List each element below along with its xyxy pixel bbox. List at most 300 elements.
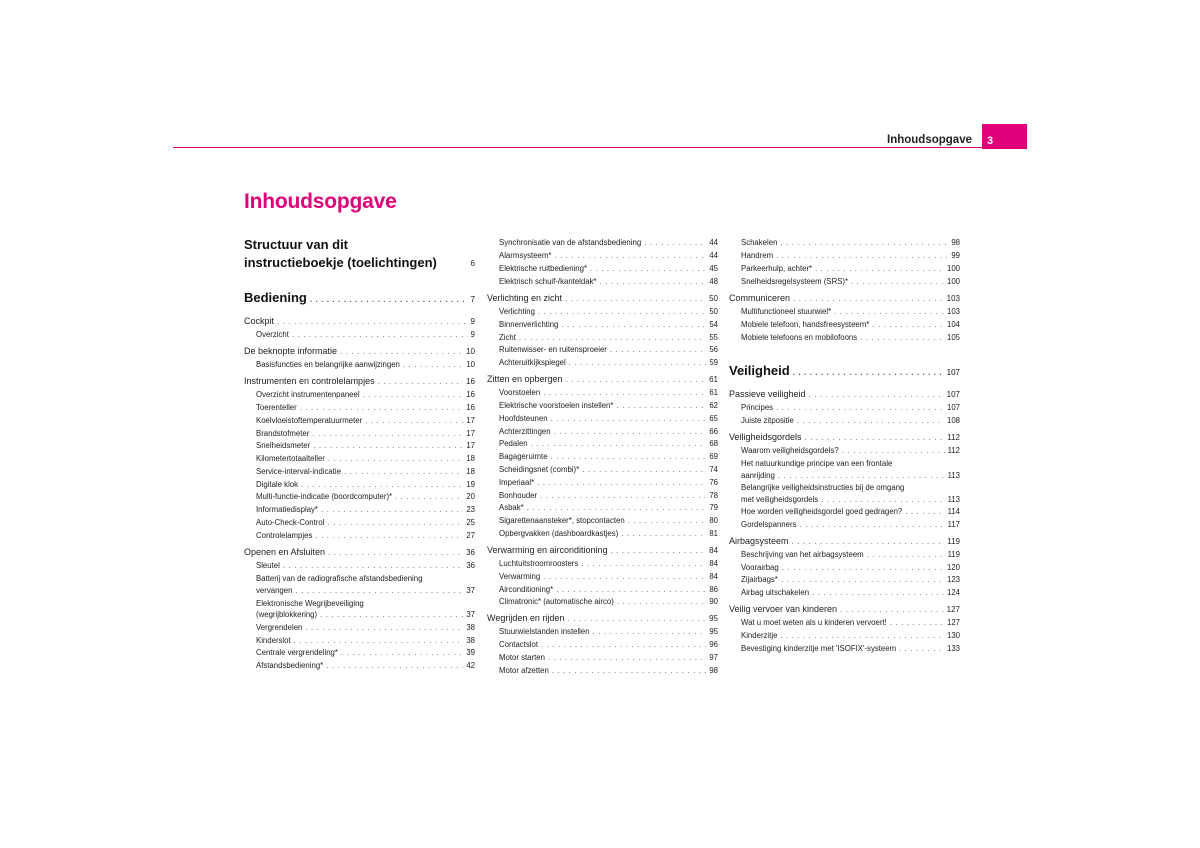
toc-title: Wegrijden en rijden [487, 613, 565, 623]
toc-page: 113 [947, 471, 960, 481]
toc-title: Verwarming en airconditioning [487, 545, 608, 555]
toc-subentry-hoe-worden[interactable] [741, 508, 960, 516]
toc-title: Bediening [244, 290, 307, 305]
toc-page: 16 [466, 403, 475, 413]
toc-subentry-belangrijke[interactable] [741, 496, 960, 504]
toc-page: 103 [946, 294, 960, 303]
toc-entry-cockpit[interactable] [244, 317, 475, 326]
toc-leader [778, 472, 945, 480]
toc-subentry-vergrendelen[interactable] [256, 624, 475, 632]
toc-title: Motor afzetten [499, 666, 549, 676]
toc-leader [581, 560, 706, 568]
toc-leader [780, 632, 944, 640]
toc-leader [312, 430, 463, 438]
toc-title: Schakelen [741, 238, 778, 248]
toc-entry-structuur-line1: Structuur van dit [244, 237, 349, 252]
toc-subentry-natuurkundige-line1: Het natuurkundige principe van een frontale [741, 459, 893, 468]
toc-page: 7 [470, 295, 475, 304]
toc-title: Zijairbags* [741, 575, 778, 585]
toc-subentry-principes[interactable] [741, 404, 960, 412]
toc-title: Auto-Check-Control [256, 518, 325, 528]
toc-title: Imperiaal* [499, 478, 535, 488]
toc-leader [552, 667, 706, 675]
toc-leader [899, 645, 944, 653]
toc-page: 69 [709, 452, 718, 462]
toc-title: Asbak* [499, 503, 524, 513]
toc-subentry-controlelampjes[interactable] [256, 532, 475, 540]
toc-subentry-zicht[interactable] [499, 334, 718, 342]
toc-subentry-sigarettenaansteker[interactable] [499, 517, 718, 525]
toc-leader [600, 278, 707, 286]
toc-leader [610, 346, 706, 354]
toc-leader [611, 547, 707, 555]
toc-page: 84 [709, 572, 718, 582]
toc-page: 124 [946, 588, 960, 598]
toc-title: Multifunctioneel stuurwiel* [741, 307, 832, 317]
toc-subentry-hoofdsteunen[interactable] [499, 415, 718, 423]
toc-subentry-voorairbag[interactable] [741, 564, 960, 572]
toc-title: Vergrendelen [256, 623, 303, 633]
toc-subentry-asbak[interactable] [499, 504, 718, 512]
toc-leader [851, 278, 944, 286]
toc-page: 9 [470, 330, 475, 340]
toc-subentry-schakelen[interactable] [741, 239, 960, 247]
toc-subentry-multi-functie[interactable] [256, 493, 475, 501]
toc-title: Achterzittingen [499, 427, 551, 437]
toc-page: 97 [709, 653, 718, 663]
toc-page: 112 [947, 446, 960, 456]
toc-leader [809, 391, 944, 399]
toc-leader [300, 404, 464, 412]
toc-subentry-parkeerhulp[interactable] [741, 265, 960, 273]
toc-page: 79 [709, 503, 718, 513]
toc-page: 120 [946, 563, 960, 573]
toc-page: 36 [466, 561, 475, 571]
toc-page: 100 [946, 277, 960, 287]
toc-page: 59 [709, 358, 718, 368]
toc-subentry-contactslot[interactable] [499, 641, 718, 649]
toc-leader [527, 504, 707, 512]
toc-page: 80 [709, 516, 718, 526]
toc-page: 96 [709, 640, 718, 650]
toc-subentry-koelvloeistof[interactable] [256, 417, 475, 425]
toc-subentry-gordelspanners[interactable] [741, 521, 960, 529]
toc-title: Snelheidsmeter [256, 441, 311, 451]
toc-subentry-juiste-zitpositie[interactable] [741, 417, 960, 425]
toc-entry-communiceren[interactable] [729, 294, 960, 303]
toc-subentry-service-interval[interactable] [256, 468, 475, 476]
toc-title: Gordelspanners [741, 520, 797, 530]
toc-title: Alarmsysteem* [499, 251, 552, 261]
toc-leader [566, 376, 707, 384]
toc-title: Stuurwielstanden instellen [499, 627, 590, 637]
toc-entry-instrumenten[interactable] [244, 377, 475, 386]
toc-page: 99 [951, 251, 960, 261]
toc-leader [616, 402, 706, 410]
toc-page: 16 [466, 390, 475, 400]
toc-leader [313, 442, 463, 450]
toc-subentry-overzicht[interactable] [256, 331, 475, 339]
toc-page: 133 [946, 644, 960, 654]
toc-subentry-sleutel[interactable] [256, 562, 475, 570]
toc-subentry-kinderzitje[interactable] [741, 632, 960, 640]
toc-subentry-brandstofmeter[interactable] [256, 430, 475, 438]
toc-page: 17 [466, 416, 475, 426]
toc-leader [905, 508, 944, 516]
toc-subentry-achteruitkijkspiegel[interactable] [499, 359, 718, 367]
toc-page: 54 [709, 320, 718, 330]
toc-subentry-ruitbediening[interactable] [499, 265, 718, 273]
toc-entry-zitten-opbergen[interactable] [487, 375, 718, 384]
toc-title: Airbagsysteem [729, 536, 789, 546]
toc-subentry-achterzittingen[interactable] [499, 428, 718, 436]
toc-page: 50 [709, 307, 718, 317]
toc-subentry-verwarming[interactable] [499, 573, 718, 581]
toc-leader [628, 517, 707, 525]
toc-title: Opbergvakken (dashboardkastjes) [499, 529, 619, 539]
toc-page: 76 [709, 478, 718, 488]
toc-title: Hoe worden veiligheidsgordel goed gedragen? [741, 507, 903, 517]
toc-leader [872, 321, 944, 329]
toc-page: 61 [709, 375, 718, 384]
toc-entry-passieve-veiligheid[interactable] [729, 390, 960, 399]
toc-leader [799, 521, 944, 529]
toc-page: 56 [709, 345, 718, 355]
toc-page: 66 [709, 427, 718, 437]
toc-subentry-centrale-vergrendeling[interactable] [256, 649, 475, 657]
toc-leader [805, 434, 945, 442]
toc-page: 23 [466, 505, 475, 515]
toc-title: Sigarettenaansteker*, stopcontacten [499, 516, 625, 526]
toc-subentry-mobiele-mobilofoons[interactable] [741, 334, 960, 342]
toc-title: Juiste zitpositie [741, 416, 794, 426]
toc-entry-openen-afsluiten[interactable] [244, 548, 475, 557]
toc-subentry-wegrijbeveiliging[interactable] [256, 611, 475, 619]
toc-title: Waarom veiligheidsgordels? [741, 446, 839, 456]
header-rule [173, 147, 983, 148]
toc-section-veiligheid[interactable] [729, 364, 960, 377]
toc-subentry-bagageruimte[interactable] [499, 453, 718, 461]
toc-title: Veiligheid [729, 363, 790, 378]
toc-page: 10 [466, 360, 475, 370]
toc-title: Centrale vergrendeling* [256, 648, 338, 658]
toc-page: 19 [466, 480, 475, 490]
toc-page: 130 [946, 631, 960, 641]
toc-page: 20 [466, 492, 475, 502]
toc-title: Elektrische voorstoelen instellen* [499, 401, 614, 411]
toc-title: Motor starten [499, 653, 545, 663]
toc-page: 84 [709, 546, 718, 555]
toc-leader [538, 308, 706, 316]
toc-page: 123 [946, 575, 960, 585]
toc-leader [776, 404, 944, 412]
toc-subentry-luchtuitstroomroosters[interactable] [499, 560, 718, 568]
toc-leader [283, 562, 463, 570]
toc-leader [519, 334, 706, 342]
toc-title: Koelvloeistoftemperatuurmeter [256, 416, 363, 426]
toc-leader [821, 496, 944, 504]
toc-title: Bonhouder [499, 491, 538, 501]
toc-subentry-imperiaal[interactable] [499, 479, 718, 487]
toc-title: Elektrisch schuif-/kanteldak* [499, 277, 597, 287]
toc-title: Kinderslot [256, 636, 291, 646]
toc-subentry-elektrische-voorstoelen[interactable] [499, 402, 718, 410]
toc-title: Airconditioning* [499, 585, 554, 595]
toc-page: 108 [946, 416, 960, 426]
toc-page: 86 [709, 585, 718, 595]
toc-leader [340, 348, 463, 356]
toc-title: Kinderzitje [741, 631, 778, 641]
toc-page: 25 [466, 518, 475, 528]
toc-leader [363, 391, 464, 399]
toc-subentry-wat-u-moet-weten[interactable] [741, 619, 960, 627]
toc-page: 55 [709, 333, 718, 343]
toc-leader [554, 428, 707, 436]
toc-page: 48 [709, 277, 718, 287]
toc-title: Handrem [741, 251, 774, 261]
toc-leader [292, 331, 468, 339]
toc-leader [780, 239, 948, 247]
toc-page: 44 [709, 238, 718, 248]
toc-subentry-auto-check-control[interactable] [256, 519, 475, 527]
toc-leader [565, 295, 706, 303]
toc-page: 107 [946, 390, 960, 399]
toc-leader [776, 252, 948, 260]
toc-title: Service-interval-indicatie [256, 467, 341, 477]
toc-page: 114 [947, 507, 960, 517]
toc-leader [378, 378, 464, 386]
toc-page: 113 [947, 495, 960, 505]
toc-leader [793, 295, 944, 303]
toc-page: 37 [466, 610, 475, 620]
toc-entry-verwarming-airconditioning[interactable] [487, 546, 718, 555]
toc-page: 10 [466, 347, 475, 356]
toc-page: 98 [709, 666, 718, 676]
toc-leader [815, 265, 944, 273]
toc-title: Snelheidsregelsysteem (SRS)* [741, 277, 849, 287]
toc-subentry-afstandsbediening[interactable] [256, 662, 475, 670]
toc-leader [569, 359, 707, 367]
toc-entry-veilig-vervoer[interactable] [729, 605, 960, 614]
toc-page: 117 [947, 520, 960, 530]
toc-page: 95 [709, 614, 718, 623]
toc-page: 39 [466, 648, 475, 658]
toc-subentry-beschrijving-airbag[interactable] [741, 551, 960, 559]
toc-title: Achteruitkijkspiegel [499, 358, 566, 368]
toc-page: 78 [709, 491, 718, 501]
toc-title: Pedalen [499, 439, 528, 449]
toc-title: Zicht [499, 333, 516, 343]
toc-page: 62 [709, 401, 718, 411]
toc-subentry-climatronic[interactable] [499, 598, 718, 606]
toc-leader [326, 662, 463, 670]
toc-subentry-ruitenwisser[interactable] [499, 346, 718, 354]
toc-page: 61 [709, 388, 718, 398]
toc-title: Toerenteller [256, 403, 297, 413]
toc-subentry-multifunctioneel-stuurwiel[interactable] [741, 308, 960, 316]
toc-leader [567, 615, 706, 623]
toc-leader [395, 493, 463, 501]
toc-title: Verlichting [499, 307, 535, 317]
toc-title: Instrumenten en controlelampjes [244, 376, 375, 386]
toc-leader [792, 538, 945, 546]
toc-subentry-mobiele-handsfree[interactable] [741, 321, 960, 329]
toc-subentry-airconditioning[interactable] [499, 586, 718, 594]
toc-title: Cockpit [244, 316, 275, 326]
toc-leader [561, 321, 706, 329]
toc-page: 84 [709, 559, 718, 569]
toc-title: Overzicht instrumentenpaneel [256, 390, 360, 400]
toc-leader [543, 389, 706, 397]
toc-title: Parkeerhulp, achter* [741, 264, 813, 274]
toc-subentry-pedalen[interactable] [499, 440, 718, 448]
toc-page-structuur[interactable]: 6 [470, 259, 475, 268]
toc-subentry-digitale-klok[interactable] [256, 481, 475, 489]
toc-subentry-motor-starten[interactable] [499, 654, 718, 662]
toc-page: 119 [947, 537, 960, 546]
toc-leader [793, 369, 944, 377]
toc-title: Contactslot [499, 640, 539, 650]
toc-title: Verlichting en zicht [487, 293, 563, 303]
toc-subentry-belangrijke-line1: Belangrijke veiligheidsinstructies bij de omgang [741, 483, 905, 492]
toc-leader [315, 532, 463, 540]
toc-leader [548, 654, 706, 662]
toc-leader [556, 586, 706, 594]
toc-subentry-snelheidsregelsysteem[interactable] [741, 278, 960, 286]
toc-title: Wat u moet weten als u kinderen vervoert! [741, 618, 887, 628]
toc-title: Climatronic* (automatische airco) [499, 597, 614, 607]
toc-leader [320, 611, 463, 619]
toc-title: Passieve veiligheid [729, 389, 806, 399]
toc-title: Brandstofmeter [256, 429, 310, 439]
toc-page: 98 [951, 238, 960, 248]
toc-title: aanrijding [741, 471, 775, 481]
toc-entry-structuur-line2: instructieboekje (toelichtingen) [244, 255, 437, 270]
toc-subentry-batterij[interactable] [256, 587, 475, 595]
toc-page: 107 [946, 368, 960, 377]
toc-subentry-schuifdak[interactable] [499, 278, 718, 286]
toc-title: Bevestiging kinderzitje met 'ISOFIX'-systeem [741, 644, 897, 654]
toc-subentry-binnenverlichting[interactable] [499, 321, 718, 329]
toc-page: 100 [946, 264, 960, 274]
toc-title: Ruitenwisser- en ruitensproeier [499, 345, 607, 355]
toc-page: 68 [709, 439, 718, 449]
toc-entry-verlichting-zicht[interactable] [487, 294, 718, 303]
toc-subentry-bonhouder[interactable] [499, 492, 718, 500]
toc-title: Binnenverlichting [499, 320, 559, 330]
toc-title: vervangen [256, 586, 293, 596]
toc-section-bediening[interactable] [244, 291, 475, 304]
toc-title: Controlelampjes [256, 531, 313, 541]
toc-entry-airbagsysteem[interactable] [729, 537, 960, 546]
toc-entry-beknopte-informatie[interactable] [244, 347, 475, 356]
toc-subentry-alarmsysteem[interactable] [499, 252, 718, 260]
toc-leader [328, 549, 463, 557]
toc-page: 18 [466, 467, 475, 477]
toc-page: 16 [466, 377, 475, 386]
toc-subentry-snelheidsmeter[interactable] [256, 442, 475, 450]
toc-subentry-kilometertotaalteller[interactable] [256, 455, 475, 463]
toc-page: 65 [709, 414, 718, 424]
toc-subentry-scheidingsnet[interactable] [499, 466, 718, 474]
toc-subentry-bevestiging-isofix[interactable] [741, 645, 960, 653]
toc-title: Mobiele telefoon, handsfreesysteem* [741, 320, 870, 330]
toc-entry-veiligheidsgordels[interactable] [729, 433, 960, 442]
toc-leader [617, 598, 706, 606]
toc-subentry-informatiedisplay[interactable] [256, 506, 475, 514]
toc-subentry-handrem[interactable] [741, 252, 960, 260]
toc-leader [540, 492, 706, 500]
toc-leader [294, 637, 464, 645]
toc-subentry-airbag-uitschakelen[interactable] [741, 589, 960, 597]
toc-title: Voorstoelen [499, 388, 541, 398]
toc-subentry-batterij-line1: Batterij van de radiografische afstandsbediening [256, 574, 423, 583]
toc-subentry-opbergvakken[interactable] [499, 530, 718, 538]
toc-subentry-kinderslot[interactable] [256, 637, 475, 645]
toc-title: Multi-functie-indicatie (boordcomputer)* [256, 492, 393, 502]
toc-leader [860, 334, 944, 342]
toc-page: 17 [466, 441, 475, 451]
toc-subentry-voorstoelen[interactable] [499, 389, 718, 397]
toc-leader [295, 587, 463, 595]
toc-title: Voorairbag [741, 563, 779, 573]
toc-page: 44 [709, 251, 718, 261]
toc-leader [590, 265, 706, 273]
header-title: Inhoudsopgave [887, 134, 972, 146]
toc-subentry-overzicht-instrumentenpaneel[interactable] [256, 391, 475, 399]
toc-title: Luchtuitstroomroosters [499, 559, 579, 569]
toc-subentry-motor-afzetten[interactable] [499, 667, 718, 675]
toc-subentry-verlichting[interactable] [499, 308, 718, 316]
toc-leader [341, 649, 463, 657]
toc-leader [344, 468, 463, 476]
toc-title: Principes [741, 403, 774, 413]
toc-leader [812, 589, 944, 597]
toc-title: Openen en Afsluiten [244, 547, 326, 557]
toc-page: 37 [466, 586, 475, 596]
toc-leader [543, 573, 706, 581]
toc-subentry-toerenteller[interactable] [256, 404, 475, 412]
toc-leader [541, 641, 706, 649]
toc-leader [842, 447, 945, 455]
toc-subentry-stuurwielstanden[interactable] [499, 628, 718, 636]
toc-subentry-natuurkundige[interactable] [741, 472, 960, 480]
toc-title: Kilometertotaalteller [256, 454, 325, 464]
toc-page: 45 [709, 264, 718, 274]
toc-page: 38 [466, 623, 475, 633]
toc-title: Overzicht [256, 330, 289, 340]
toc-leader [840, 606, 944, 614]
toc-subentry-basisfuncties[interactable] [256, 361, 475, 369]
toc-leader [867, 551, 945, 559]
toc-subentry-waarom[interactable] [741, 447, 960, 455]
toc-subentry-wegrij-line1: Elektronische Wegrijbeveiliging [256, 599, 364, 608]
toc-leader [327, 519, 463, 527]
toc-leader [301, 481, 463, 489]
toc-leader [328, 455, 463, 463]
toc-leader [782, 564, 944, 572]
toc-subentry-zijairbags[interactable] [741, 576, 960, 584]
toc-leader [621, 530, 706, 538]
toc-title: Synchronisatie van de afstandsbediening [499, 238, 642, 248]
toc-page: 50 [709, 294, 718, 303]
toc-page: 107 [946, 403, 960, 413]
toc-page: 27 [466, 531, 475, 541]
toc-entry-wegrijden-rijden[interactable] [487, 614, 718, 623]
page-title: Inhoudsopgave [244, 190, 397, 213]
toc-subentry-synchronisatie[interactable] [499, 239, 718, 247]
toc-title: Informatiedisplay* [256, 505, 318, 515]
